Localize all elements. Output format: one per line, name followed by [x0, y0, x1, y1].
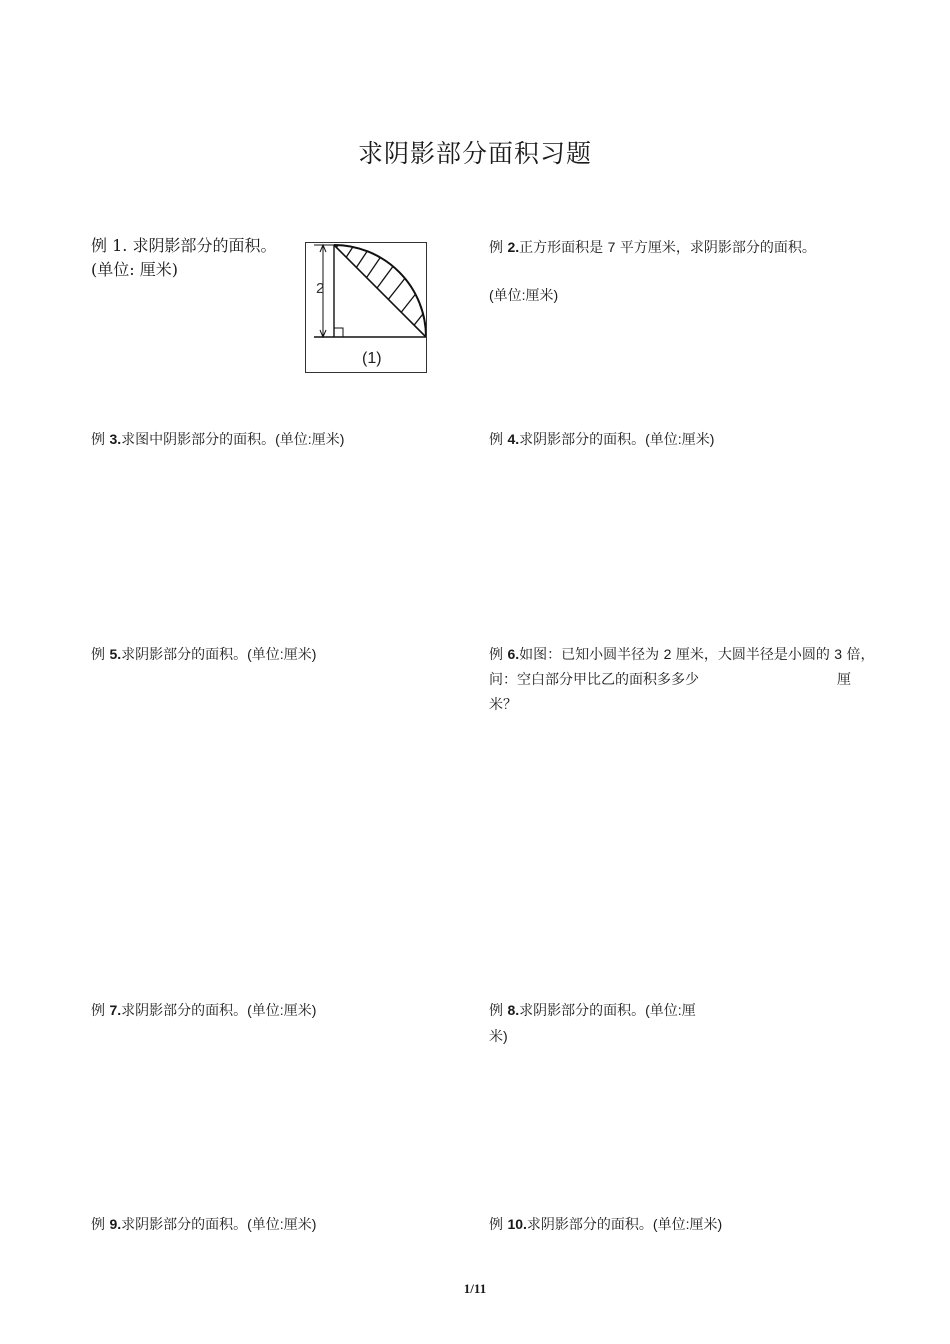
example-5: 例 5.求阴影部分的面积。(单位:厘米) [91, 646, 317, 663]
example-2-unit: (单位:厘米) [489, 287, 559, 303]
quarter-circle-diagram [306, 243, 426, 372]
example-6-line-2: 问：空白部分甲比乙的面积多多少 厘 [489, 672, 851, 688]
side-length-label: 2 [316, 280, 325, 297]
example-number: 5. [109, 646, 122, 662]
example-6-line-1: 例 6.如图：已知小圆半径为 2 厘米，大圆半径是小圆的 3 倍， [489, 646, 875, 663]
example-number: 4. [507, 431, 520, 447]
example-number: 8. [507, 1002, 520, 1018]
example-6 [489, 642, 875, 718]
example-1-prompt: 例 1. 求阴影部分的面积。 [91, 236, 277, 255]
example-6-line-3: 米？ [489, 697, 517, 713]
page-title: 求阴影部分面积习题 [357, 139, 592, 168]
right-angle-mark [334, 328, 343, 337]
example-4: 例 4.求阴影部分的面积。(单位:厘米) [489, 431, 715, 448]
figure-caption: (1) [362, 350, 382, 367]
example-1-unit: (单位: 厘米) [91, 260, 178, 279]
example-number: 10. [507, 1216, 527, 1232]
example-8-line-1: 例 8.求阴影部分的面积。(单位:厘 [489, 1002, 696, 1019]
example-2 [489, 235, 816, 261]
example-9: 例 9.求阴影部分的面积。(单位:厘米) [91, 1216, 317, 1233]
example-1-figure [305, 242, 427, 373]
example-number: 6. [507, 646, 520, 662]
page-number: 1/11 [463, 1281, 487, 1296]
example-7: 例 7.求阴影部分的面积。(单位:厘米) [91, 1002, 317, 1019]
example-8-line-2: 米) [489, 1028, 508, 1044]
example-10: 例 10.求阴影部分的面积。(单位:厘米) [489, 1216, 723, 1233]
example-number: 9. [109, 1216, 122, 1232]
example-3: 例 3.求图中阴影部分的面积。(单位:厘米) [91, 431, 345, 448]
example-1 [91, 234, 276, 282]
example-number: 3. [109, 431, 122, 447]
example-2-prompt: 例 2.正方形面积是 7 平方厘米，求阴影部分的面积。 [489, 239, 816, 256]
example-8 [489, 998, 696, 1049]
example-number: 7. [109, 1002, 122, 1018]
example-number: 2. [507, 239, 520, 255]
